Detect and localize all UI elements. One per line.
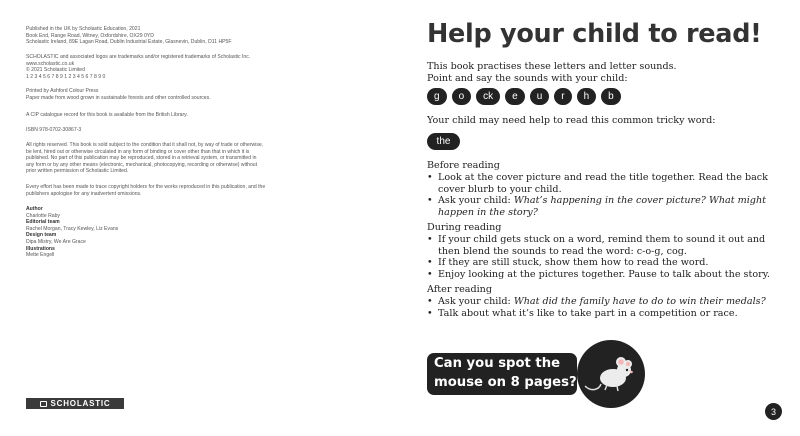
- book-icon: [40, 401, 47, 407]
- mouse-challenge-banner: [427, 353, 577, 395]
- copyright-line: © 2021 Scholastic Limited: [26, 67, 85, 74]
- list-item: • Ask your child: What’s happening in the cover picture? What might happen in the story?: [427, 195, 766, 219]
- publisher-line: Book End, Range Road, Witney, Oxfordshire, OX29 0YD: [26, 32, 154, 39]
- tricky-word: [427, 133, 460, 150]
- sound-pill: ck: [476, 88, 500, 105]
- scholastic-logo: [26, 398, 124, 409]
- credit-role: Design team: [26, 232, 57, 239]
- tricky-word-pill: the: [427, 133, 460, 150]
- bullet: •: [427, 269, 433, 281]
- sound-pill: u: [530, 88, 550, 105]
- bullet: •: [427, 257, 433, 269]
- publisher-line: Scholastic Ireland, 89E Lagan Road, Dublin Industrial Estate, Glasnevin, Dublin, D11 HP5F: [26, 39, 232, 46]
- mouse-challenge-line: Can you spot the: [434, 356, 561, 371]
- section-heading: During reading: [427, 222, 502, 233]
- isbn-line: ISBN 978-0702-30867-3: [26, 127, 82, 133]
- sound-pill: r: [554, 88, 571, 105]
- list-item: • Talk about what it’s like to take part in a competition or race.: [427, 307, 738, 319]
- sound-pill: h: [577, 88, 597, 105]
- printer-line: Printed by Ashford Colour Press: [26, 88, 99, 94]
- letter-sounds: [427, 88, 621, 105]
- list-item: • If your child gets stuck on a word, remind them to sound it out and then blend the sounds to read the word: c-o-g, cog.: [427, 233, 766, 257]
- credit-name: Charlotte Raby: [26, 212, 60, 219]
- intro-line: Point and say the sounds with your child:: [427, 72, 628, 84]
- copyright-holders-notice: Every effort has been made to trace copyright holders for the works reproduced in this publication, and the publishers apologise for any inadvertent omissions.: [26, 184, 266, 197]
- credit-name: Mette Engell: [26, 252, 55, 259]
- page-number: 3: [765, 403, 782, 420]
- credit-role: Author: [26, 206, 43, 212]
- after-reading-section: [427, 284, 787, 319]
- sound-pill: o: [452, 88, 472, 105]
- before-reading-section: [427, 160, 787, 219]
- cip-line: A CIP catalogue record for this book is available from the British Library.: [26, 112, 188, 118]
- intro-text: [427, 61, 787, 85]
- credit-name: Dipa Mistry, We Are Grace: [26, 238, 86, 245]
- website-line: www.scholastic.co.uk: [26, 60, 75, 67]
- sound-pill: g: [427, 88, 447, 105]
- mouse-challenge-line: mouse on 8 pages?: [434, 374, 577, 390]
- page-title: Help your child to read!: [427, 19, 762, 49]
- bullet: •: [427, 295, 433, 307]
- credit-name: Rachel Morgan, Tracy Kewley, Liz Evans: [26, 225, 119, 232]
- mouse-illustration-badge: [577, 340, 645, 408]
- print-run-line: 1 2 3 4 5 6 7 8 9 1 2 3 4 5 6 7 8 9 0: [26, 73, 106, 80]
- trademark-line: SCHOLASTIC and associated logos are trademarks and/or registered trademarks of Scholastic Inc.: [26, 54, 251, 60]
- mouse-icon: [577, 340, 645, 408]
- bullet: •: [427, 233, 433, 245]
- trademark-info: [26, 54, 266, 80]
- publisher-info: [26, 26, 266, 46]
- intro-line: This book practises these letters and letter sounds.: [427, 61, 677, 72]
- tricky-word-intro: Your child may need help to read this common tricky word:: [427, 115, 716, 126]
- sound-pill: e: [505, 88, 525, 105]
- bullet: •: [427, 307, 433, 319]
- credit-role: Editorial team: [26, 219, 60, 226]
- credit-role: Illustrations: [26, 245, 55, 252]
- list-item: • Ask your child: What did the family have to do to win their medals?: [427, 295, 766, 307]
- credits: [26, 206, 266, 259]
- logo-text: SCHOLASTIC: [50, 399, 111, 408]
- list-item: • If they are still stuck, show them how to read the word.: [427, 257, 709, 269]
- section-heading: After reading: [427, 284, 492, 295]
- paper-line: Paper made from wood grown in sustainable forests and other controlled sources.: [26, 94, 211, 101]
- rights-notice: All rights reserved. This book is sold subject to the condition that it shall not, by way of trade or otherwise, be lent, hired out or otherwise circulated in any form of binding or cover other than that in which it is published. No part of this publication may be reproduced, stored in a retrieval system, or transmitted in any form or by any other means (electronic, mechanical, photocopying, recording or otherwise) without prior written permission of Scholastic Limited.: [26, 142, 264, 175]
- publisher-line: Published in the UK by Scholastic Education, 2021: [26, 26, 141, 32]
- bullet: •: [427, 171, 433, 183]
- during-reading-section: [427, 222, 787, 281]
- list-item: • Look at the cover picture and read the title together. Read the back cover blurb to your child.: [427, 171, 768, 195]
- section-heading: Before reading: [427, 160, 500, 171]
- sound-pill: b: [601, 88, 621, 105]
- bullet: •: [427, 195, 433, 207]
- printer-info: [26, 88, 266, 101]
- list-item: • Enjoy looking at the pictures together. Pause to talk about the story.: [427, 269, 770, 281]
